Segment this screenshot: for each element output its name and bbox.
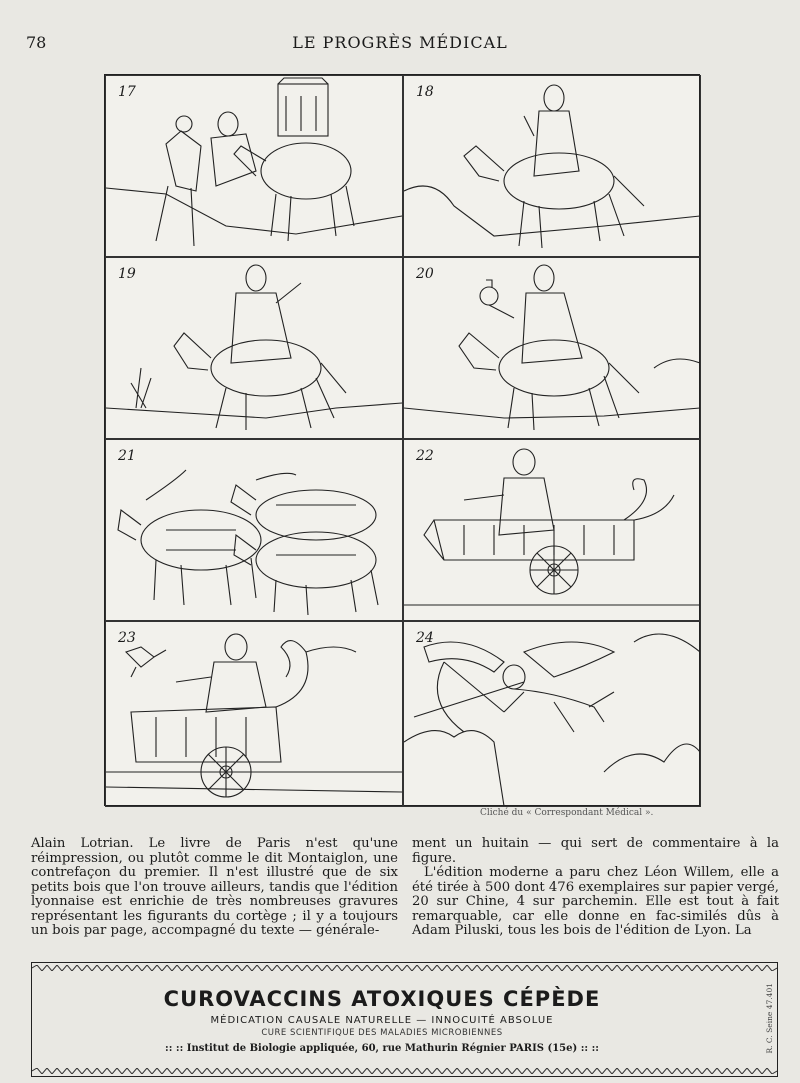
plate-number: 19 [118, 266, 136, 282]
plate-23 [105, 621, 403, 807]
plate-20 [403, 257, 701, 439]
plate-number: 20 [416, 266, 434, 282]
image-credit: Cliché du « Correspondant Médical ». [480, 808, 654, 818]
plate-22 [403, 439, 701, 621]
procession-with-mule-icon [106, 76, 402, 256]
plate-19 [105, 257, 403, 439]
ad-address: :: :: Institut de Biologie appliquée, 60, rue Mathurin Régnier PARIS (15e) :: :: [165, 1043, 599, 1054]
text-column-right [412, 837, 779, 939]
plate-number: 24 [416, 630, 434, 646]
rider-on-donkey-icon [106, 258, 402, 438]
ad-tagline: CURE SCIENTIFIQUE DES MALADIES MICROBIENNES [261, 1028, 503, 1038]
ad-registration-note: R. C. Seine 47.401 [765, 983, 774, 1054]
rider-with-flask-icon [404, 258, 700, 438]
paragraph: ment un huitain — qui sert de commentaire à la figure. [412, 836, 779, 866]
paragraph: Alain Lotrian. Le livre de Paris n'est qu'une réimpression, ou plutôt comme le dit Montaiglon, une contrefaçon du premier. Il n'est illustré que de six petits bois que l'on trouve ailleurs, tandis que l'édition lyonnaise est enrichie de très nombreuses gravures représentant les figurants du cortège ; il y a toujours un bois par page, accompagné du texte — générale- [31, 836, 398, 938]
paragraph: L'édition moderne a paru chez Léon Willem, elle a été tirée à 500 dont 476 exemplaires sur papier vergé, 20 sur Chine, 4 sur parchemin. Elle est tout à fait remarquable, car elle donne en fac-similés dûs à Adam Piluski, tous les bois de l'édition de Lyon. La [412, 865, 779, 938]
plate-number: 22 [416, 448, 434, 464]
woman-in-chariot-icon [106, 622, 402, 806]
ornamental-border-icon [32, 1068, 777, 1074]
ad-subtitle: MÉDICATION CAUSALE NATURELLE — INNOCUITÉ ABSOLUE [210, 1015, 554, 1026]
plate-number: 18 [416, 84, 434, 100]
rider-on-donkey-icon [404, 76, 700, 256]
plate-21 [105, 439, 403, 621]
cupid-with-bow-icon [404, 622, 700, 806]
ornamental-border-icon [32, 965, 777, 971]
advertisement-box [31, 962, 778, 1077]
plate-18 [403, 75, 701, 257]
woman-in-cart-icon [404, 440, 700, 620]
ad-title: CUROVACCINS ATOXIQUES CÉPÈDE [163, 987, 601, 1011]
plate-number: 23 [118, 630, 136, 646]
plate-number: 17 [118, 84, 136, 100]
page-number: 78 [26, 33, 47, 52]
woodcut-plates-grid [104, 74, 700, 806]
text-column-left [31, 837, 398, 939]
plate-17 [105, 75, 403, 257]
journal-title: LE PROGRÈS MÉDICAL [292, 33, 508, 52]
plate-number: 21 [118, 448, 136, 464]
plate-24 [403, 621, 701, 807]
goats-team-icon [106, 440, 402, 620]
